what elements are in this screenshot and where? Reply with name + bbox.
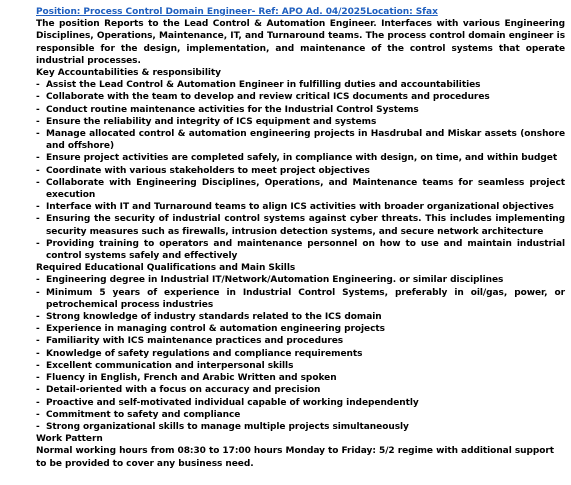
- list-item: - Familiarity with ICS maintenance practices and procedures: [36, 335, 565, 347]
- list-item: - Ensure the reliability and integrity of ICS equipment and systems: [36, 116, 565, 128]
- list-item: - Minimum 5 years of experience in Industrial Control Systems, preferably in oil/gas, power, or petrochemical process industries: [36, 287, 565, 311]
- qualifications-heading: Required Educational Qualifications and Main Skills: [36, 263, 296, 274]
- work-pattern-text: Normal working hours from 08:30 to 17:00 hours Monday to Friday: 5/2 regime with additional support to be provided to cover any business need.: [36, 446, 555, 469]
- list-item: - Experience in managing control & automation engineering projects: [36, 323, 565, 335]
- work-pattern-heading: Work Pattern: [36, 434, 103, 445]
- list-item: - Knowledge of safety regulations and compliance requirements: [36, 348, 565, 360]
- accountabilities-list: [36, 79, 565, 262]
- list-item: - Engineering degree in Industrial IT/Network/Automation Engineering. or similar disciplines: [36, 274, 565, 286]
- list-item: - Ensure project activities are completed safely, in compliance with design, on time, and within budget: [36, 152, 565, 164]
- qualifications-list: [36, 274, 565, 433]
- list-item: - Assist the Lead Control & Automation Engineer in fulfilling duties and accountabilities: [36, 79, 565, 91]
- list-item: - Ensuring the security of industrial control systems against cyber threats. This includes implementing security measures such as firewalls, intrusion detection systems, and secure network architecture: [36, 213, 565, 237]
- list-item: - Manage allocated control & automation engineering projects in Hasdrubal and Miskar assets (onshore and offshore): [36, 128, 565, 152]
- list-item: - Coordinate with various stakeholders to meet project objectives: [36, 165, 565, 177]
- intro-paragraph: The position Reports to the Lead Control & Automation Engineer. Interfaces with various Engineering Disciplines, Operations, Maintenance, IT, and Turnaround teams. The process control domain engineer is responsible for the design, implementation, and maintenance of the control systems that operate industrial processes.: [36, 19, 565, 66]
- list-item: - Strong organizational skills to manage multiple projects simultaneously: [36, 421, 565, 433]
- list-item: - Collaborate with the team to develop and review critical ICS documents and procedures: [36, 91, 565, 103]
- list-item: - Detail-oriented with a focus on accuracy and precision: [36, 384, 565, 396]
- list-item: - Fluency in English, French and Arabic Written and spoken: [36, 372, 565, 384]
- position-title-link[interactable]: Position: Process Control Domain Engineer- Ref: APO Ad. 04/2025Location: Sfax: [36, 7, 438, 17]
- list-item: - Conduct routine maintenance activities for the Industrial Control Systems: [36, 104, 565, 116]
- list-item: - Proactive and self-motivated individual capable of working independently: [36, 397, 565, 409]
- list-item: - Strong knowledge of industry standards related to the ICS domain: [36, 311, 565, 323]
- accountabilities-heading: Key Accountabilities & responsibility: [36, 68, 221, 79]
- list-item: - Providing training to operators and maintenance personnel on how to use and maintain industrial control systems safely and effectively: [36, 238, 565, 262]
- list-item: - Collaborate with Engineering Disciplines, Operations, and Maintenance teams for seamless project execution: [36, 177, 565, 201]
- list-item: - Interface with IT and Turnaround teams to align ICS activities with broader organizational objectives: [36, 201, 565, 213]
- list-item: - Excellent communication and interpersonal skills: [36, 360, 565, 372]
- list-item: - Commitment to safety and compliance: [36, 409, 565, 421]
